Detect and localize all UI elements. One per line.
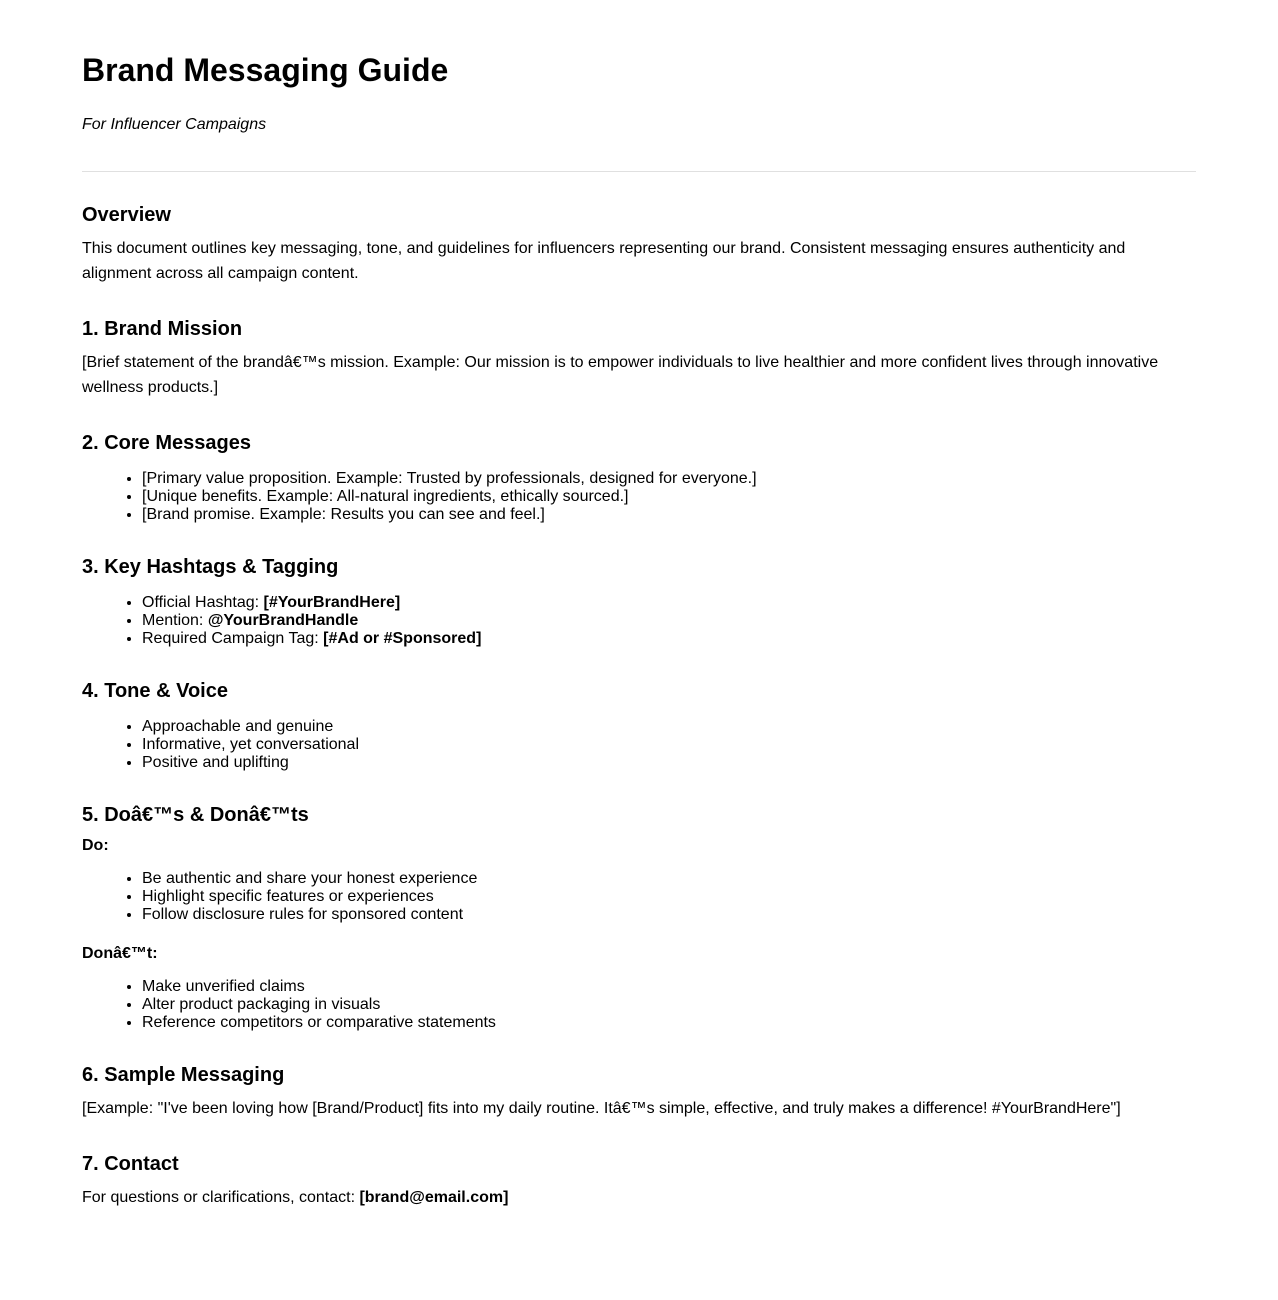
contact-section xyxy=(82,1151,1196,1210)
item-label: Mention: xyxy=(142,612,208,629)
list-item: • [Primary value proposition. Example: Trusted by professionals, designed for everyone.] xyxy=(142,470,1196,488)
list-item xyxy=(142,630,1196,648)
overview-text: This document outlines key messaging, tone, and guidelines for influencers representing our brand. Consistent messaging ensures authenticity and alignment across all campaign content. xyxy=(82,240,1126,282)
core-messages-section xyxy=(82,430,1196,524)
brand-mission-section xyxy=(82,316,1196,400)
tone-list xyxy=(82,718,1196,772)
section-heading: 6. Sample Messaging xyxy=(82,1064,285,1086)
list-item: • Alter product packaging in visuals xyxy=(142,996,1196,1014)
page-subtitle: For Influencer Campaigns xyxy=(82,116,267,133)
contact-email: [brand@email.com] xyxy=(359,1189,509,1206)
list-item: • Highlight specific features or experiences xyxy=(142,888,1196,906)
sample-text: [Example: "I've been loving how [Brand/Product] fits into my daily routine. Itâ€™s simple, effective, and truly makes a difference! #YourBrandHere"] xyxy=(82,1100,1121,1117)
mission-text: [Brief statement of the brandâ€™s mission. Example: Our mission is to empower individuals to live healthier and more confident lives through innovative wellness products.] xyxy=(82,354,1159,396)
list-item: • [Brand promise. Example: Results you can see and feel.] xyxy=(142,506,1196,524)
section-heading: Overview xyxy=(82,204,171,226)
item-label: Official Hashtag: xyxy=(142,594,264,611)
sample-messaging-section xyxy=(82,1062,1196,1121)
dont-label: Donâ€™t: xyxy=(82,945,158,962)
official-hashtag: [#YourBrandHere] xyxy=(263,594,401,611)
list-item: • Make unverified claims xyxy=(142,978,1196,996)
list-item: • [Unique benefits. Example: All-natural ingredients, ethically sourced.] xyxy=(142,488,1196,506)
list-item xyxy=(142,594,1196,612)
core-messages-list xyxy=(82,470,1196,524)
list-item: • Follow disclosure rules for sponsored content xyxy=(142,906,1196,924)
list-item: • Reference competitors or comparative statements xyxy=(142,1014,1196,1032)
do-label: Do: xyxy=(82,837,109,854)
tone-section xyxy=(82,678,1196,772)
hashtags-list xyxy=(82,594,1196,648)
campaign-tag: [#Ad or #Sponsored] xyxy=(323,630,482,647)
contact-text xyxy=(82,1185,1196,1210)
list-item: • Positive and uplifting xyxy=(142,754,1196,772)
page-title: Brand Messaging Guide xyxy=(82,52,449,88)
brand-mention: @YourBrandHandle xyxy=(207,612,359,629)
section-heading: 2. Core Messages xyxy=(82,432,251,454)
item-label: Required Campaign Tag: xyxy=(142,630,324,647)
list-item: • Be authentic and share your honest experience xyxy=(142,870,1196,888)
section-heading: 1. Brand Mission xyxy=(82,318,243,340)
section-heading: 3. Key Hashtags & Tagging xyxy=(82,556,339,578)
list-item xyxy=(142,612,1196,630)
hashtags-section xyxy=(82,554,1196,648)
list-item: • Approachable and genuine xyxy=(142,718,1196,736)
do-list xyxy=(82,870,1196,924)
overview-section xyxy=(82,202,1196,286)
contact-label: For questions or clarifications, contact: xyxy=(82,1189,360,1206)
section-heading: 7. Contact xyxy=(82,1153,179,1175)
dont-list xyxy=(82,978,1196,1032)
list-item: • Informative, yet conversational xyxy=(142,736,1196,754)
section-heading: 5. Doâ€™s & Donâ€™ts xyxy=(82,804,309,826)
dos-donts-section xyxy=(82,802,1196,1032)
section-heading: 4. Tone & Voice xyxy=(82,680,228,702)
divider xyxy=(82,171,1196,172)
